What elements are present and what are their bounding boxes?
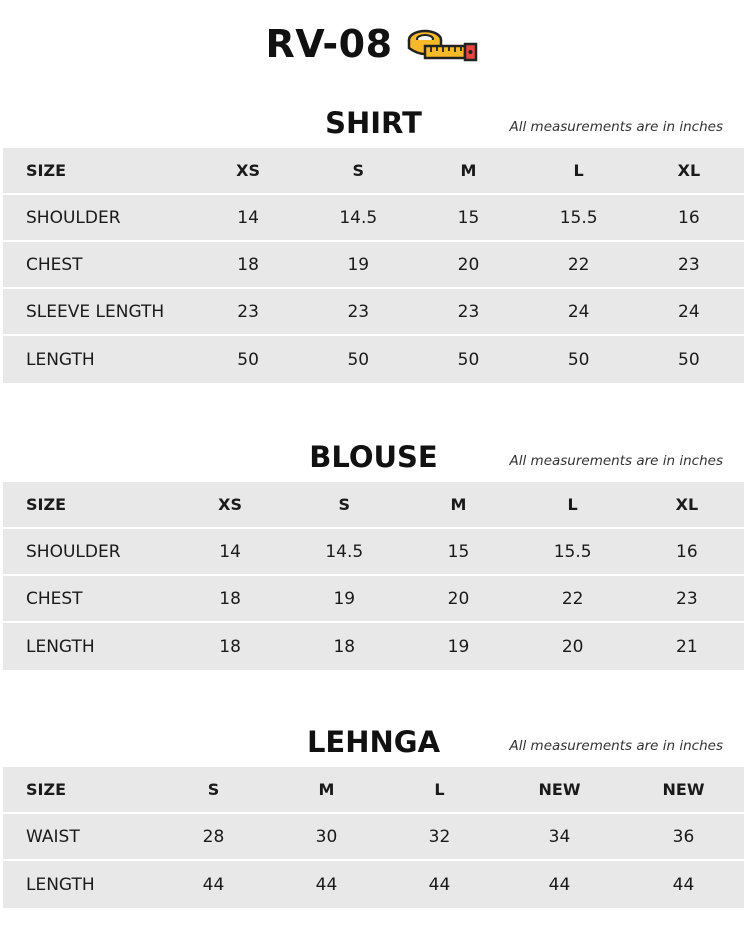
blouse-section	[3, 438, 744, 670]
column-header: M	[270, 767, 383, 814]
measurement-note: All measurements are in inches	[509, 738, 723, 754]
table-row	[3, 336, 744, 383]
table-cell: 16	[630, 529, 744, 576]
row-label: LENGTH	[3, 861, 157, 908]
table-cell: 15.5	[516, 529, 630, 576]
table-cell: 44	[270, 861, 383, 908]
table-cell: 16	[634, 195, 744, 242]
measuring-tape-icon	[407, 26, 479, 62]
table-cell: 44	[383, 861, 496, 908]
row-label: SHOULDER	[3, 195, 193, 242]
table-row	[3, 576, 744, 623]
table-cell: 28	[157, 814, 270, 861]
table-cell: 50	[193, 336, 303, 383]
table-cell: 14	[173, 529, 287, 576]
column-header: L	[524, 148, 634, 195]
table-cell: 14	[193, 195, 303, 242]
table-cell: 30	[270, 814, 383, 861]
table-cell: 24	[524, 289, 634, 336]
table-cell: 21	[630, 623, 744, 670]
table-cell: 23	[413, 289, 523, 336]
table-cell: 18	[173, 623, 287, 670]
table-cell: 50	[413, 336, 523, 383]
table-cell: 22	[524, 242, 634, 289]
table-cell: 24	[634, 289, 744, 336]
column-header: XL	[630, 482, 744, 529]
section-title: BLOUSE	[309, 440, 438, 474]
table-cell: 50	[303, 336, 413, 383]
column-header: XS	[173, 482, 287, 529]
column-header: L	[516, 482, 630, 529]
table-cell: 23	[303, 289, 413, 336]
column-header: XS	[193, 148, 303, 195]
table-cell: 18	[193, 242, 303, 289]
column-header: SIZE	[3, 148, 193, 195]
section-title: LEHNGA	[306, 725, 441, 759]
table-cell: 15	[401, 529, 515, 576]
table-row	[3, 861, 744, 908]
column-header: NEW	[623, 767, 744, 814]
page-header	[0, 18, 744, 70]
column-header: L	[383, 767, 496, 814]
table-cell: 15.5	[524, 195, 634, 242]
column-header: S	[157, 767, 270, 814]
table-cell: 15	[413, 195, 523, 242]
table-cell: 50	[634, 336, 744, 383]
table-cell: 14.5	[303, 195, 413, 242]
blouse-size-table	[3, 482, 744, 670]
row-label: CHEST	[3, 242, 193, 289]
measurement-note: All measurements are in inches	[509, 453, 723, 469]
row-label: SHOULDER	[3, 529, 173, 576]
table-cell: 14.5	[287, 529, 401, 576]
table-cell: 19	[401, 623, 515, 670]
table-row	[3, 814, 744, 861]
page-title: RV-08	[265, 22, 393, 66]
table-cell: 23	[630, 576, 744, 623]
table-cell: 20	[516, 623, 630, 670]
lehnga-size-table	[3, 767, 744, 908]
table-header-row	[3, 482, 744, 529]
table-cell: 44	[623, 861, 744, 908]
table-row	[3, 623, 744, 670]
table-header-row	[3, 767, 744, 814]
table-cell: 23	[634, 242, 744, 289]
table-cell: 20	[413, 242, 523, 289]
table-cell: 44	[496, 861, 623, 908]
table-cell: 32	[383, 814, 496, 861]
table-header-row	[3, 148, 744, 195]
column-header: NEW	[496, 767, 623, 814]
row-label: LENGTH	[3, 336, 193, 383]
table-cell: 23	[193, 289, 303, 336]
table-cell: 50	[524, 336, 634, 383]
blouse-section-header	[3, 438, 744, 482]
column-header: XL	[634, 148, 744, 195]
column-header: SIZE	[3, 482, 173, 529]
shirt-section	[3, 104, 744, 383]
table-cell: 19	[287, 576, 401, 623]
lehnga-section	[3, 723, 744, 908]
shirt-section-header	[3, 104, 744, 148]
measurement-note: All measurements are in inches	[509, 119, 723, 135]
column-header: M	[413, 148, 523, 195]
table-cell: 44	[157, 861, 270, 908]
row-label: CHEST	[3, 576, 173, 623]
shirt-size-table	[3, 148, 744, 383]
table-cell: 20	[401, 576, 515, 623]
column-header: S	[303, 148, 413, 195]
row-label: WAIST	[3, 814, 157, 861]
table-cell: 36	[623, 814, 744, 861]
table-row	[3, 529, 744, 576]
table-cell: 18	[173, 576, 287, 623]
table-cell: 34	[496, 814, 623, 861]
section-title: SHIRT	[325, 106, 422, 140]
row-label: SLEEVE LENGTH	[3, 289, 193, 336]
row-label: LENGTH	[3, 623, 173, 670]
table-cell: 18	[287, 623, 401, 670]
table-cell: 22	[516, 576, 630, 623]
lehnga-section-header	[3, 723, 744, 767]
table-row	[3, 289, 744, 336]
table-row	[3, 242, 744, 289]
table-cell: 19	[303, 242, 413, 289]
column-header: S	[287, 482, 401, 529]
column-header: M	[401, 482, 515, 529]
table-row	[3, 195, 744, 242]
column-header: SIZE	[3, 767, 157, 814]
